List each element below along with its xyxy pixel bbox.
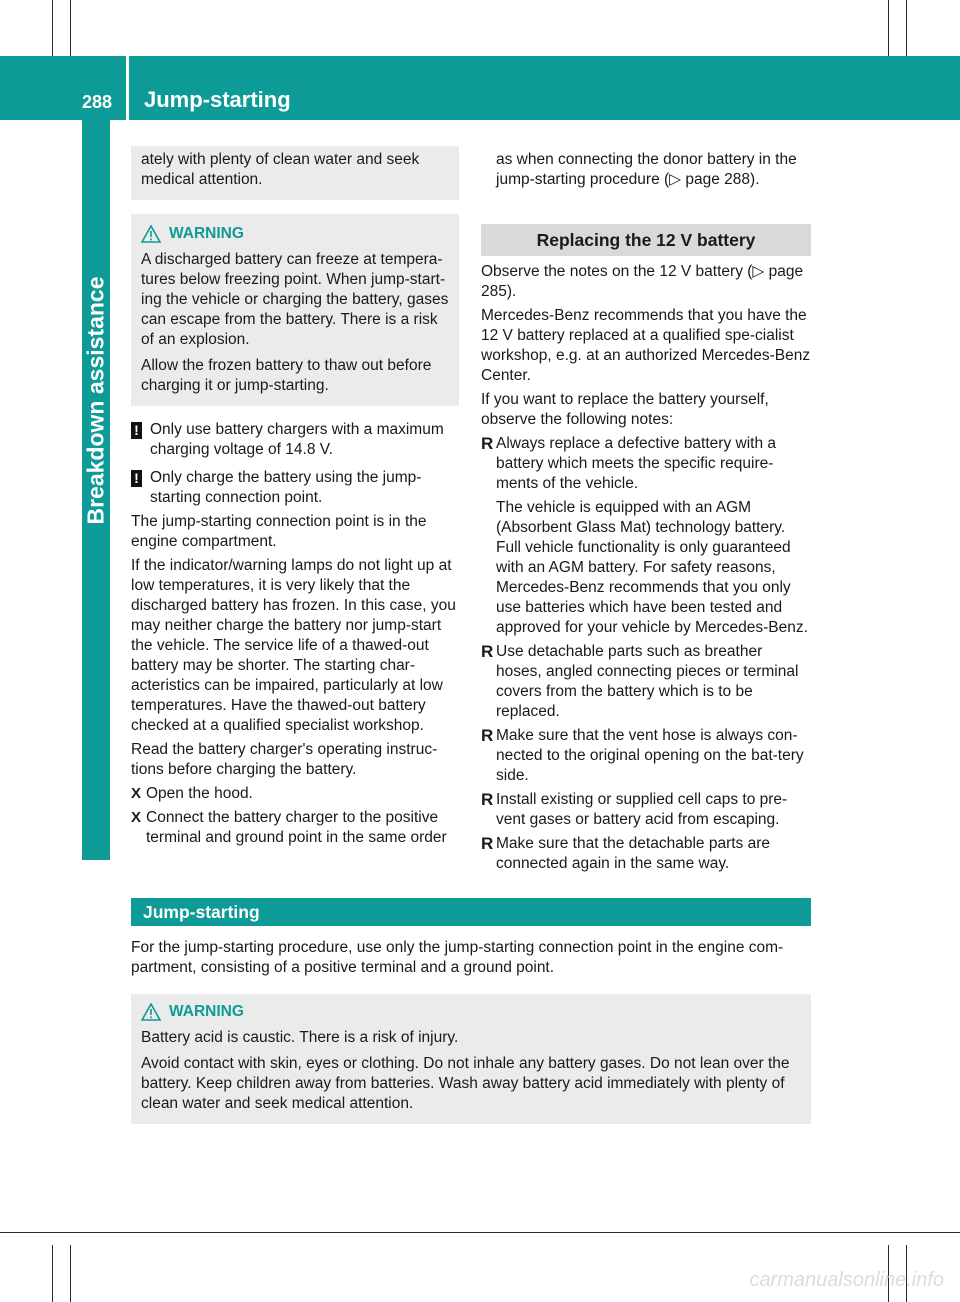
list-item <box>481 834 811 874</box>
step <box>131 784 459 804</box>
watermark: carmanualsonline.info <box>749 1269 944 1291</box>
list-item <box>481 434 811 638</box>
paragraph: If you want to replace the battery yourself, observe the following notes: <box>481 391 769 428</box>
paragraph: Read the battery charger's operating instruc-tions before charging the battery. <box>131 741 438 778</box>
jump-starting-section <box>131 898 811 1124</box>
paragraph: Mercedes-Benz recommends that you have the 12 V battery replaced at a qualified spe-cialist workshop, e.g. at an authorized Mercedes-Benz Center. <box>481 307 811 384</box>
step-text: Open the hood. <box>146 785 253 802</box>
warning-box <box>131 994 811 1124</box>
list-item-subtext: The vehicle is equipped with an AGM (Absorbent Glass Mat) technology battery. Full vehicle functionality is only guaranteed with an AGM battery. For safety reasons, Mercedes-Benz recommends that you only use batteries which have been tested and approved for your vehicle by Mercedes-Benz. <box>496 499 808 636</box>
step-text: Connect the battery charger to the positive terminal and ground point in the same order <box>146 809 447 846</box>
side-tab-label-wrap <box>82 120 110 680</box>
step-continuation: as when connecting the donor battery in the jump-starting procedure (▷ page 288). <box>496 151 797 188</box>
list-item <box>481 642 811 722</box>
warning-triangle-icon <box>141 1003 161 1021</box>
crop-mark <box>906 0 907 60</box>
step-arrow-icon: X <box>131 809 142 826</box>
section-title: Jump-starting <box>143 902 260 922</box>
warning-text: Allow the frozen battery to thaw out before charging it or jump-starting. <box>141 357 432 394</box>
warning-box-continuation <box>131 146 459 200</box>
paragraph: For the jump-starting procedure, use only the jump-starting connection point in the engine com-partment, consisting of a positive terminal and a ground point. <box>131 939 784 976</box>
page-number: 288 <box>82 92 113 112</box>
bullet-icon: R <box>481 790 494 809</box>
paragraph: If the indicator/warning lamps do not light up at low temperatures, it is very likely that the discharged battery has frozen. In this case, you may neither charge the battery nor jump-start the vehicle. The service life of a thawed-out battery may be shorter. The starting char-acteristics can be impaired, particularly at low temperatures. Have the thawed-out battery checked at a qualified specialist workshop. <box>131 557 456 734</box>
crop-mark <box>70 1245 71 1302</box>
list-item-text: Make sure that the detachable parts are connected again in the same way. <box>496 835 770 872</box>
warning-triangle-icon <box>141 225 161 243</box>
list-item-text: Always replace a defective battery with a battery which meets the specific require-ments of the vehicle. <box>496 435 776 492</box>
right-column <box>481 150 811 874</box>
bullet-icon: R <box>481 434 494 453</box>
warning-text: Battery acid is caustic. There is a risk of injury. <box>141 1029 459 1046</box>
note-text: Only use battery chargers with a maximum charging voltage of 14.8 V. <box>150 421 444 458</box>
warning-box <box>131 214 459 406</box>
list-item-text: Use detachable parts such as breather hoses, angled connecting pieces or terminal covers from the battery which is to be replaced. <box>496 643 799 720</box>
warning-text: A discharged battery can freeze at tempera-tures below freezing point. When jump-start-ing the vehicle or charging the battery, gases can escape from the battery. There is a risk of an explosion. <box>141 251 449 348</box>
crop-mark <box>52 1245 53 1302</box>
bullet-icon: R <box>481 834 494 853</box>
crop-mark <box>0 1232 960 1233</box>
warning-text: Avoid contact with skin, eyes or clothing. Do not inhale any battery gases. Do not lean over the battery. Keep children away from batteries. Wash away battery acid immediately with plenty of clean water and seek medical attention. <box>141 1055 790 1112</box>
section-heading <box>481 224 811 256</box>
note <box>131 468 459 508</box>
warning-continuation-text: ately with plenty of clean water and seek medical attention. <box>141 151 420 188</box>
paragraph: Observe the notes on the 12 V battery (▷ page 285). <box>481 263 804 300</box>
header-separator <box>126 56 129 120</box>
crop-mark <box>888 0 889 60</box>
list-item-text: Install existing or supplied cell caps to pre-vent gases or battery acid from escaping. <box>496 791 788 828</box>
warning-heading <box>141 1002 801 1022</box>
crop-mark <box>70 0 71 60</box>
bullet-icon: R <box>481 726 494 745</box>
section-title: Replacing the 12 V battery <box>536 230 756 250</box>
note-text: Only charge the battery using the jump-starting connection point. <box>150 469 422 506</box>
list-item-text: Make sure that the vent hose is always con-nected to the original opening on the bat-tery side. <box>496 727 804 784</box>
section-heading <box>131 898 811 926</box>
exclamation-icon: ! <box>131 470 142 487</box>
page-title: Jump-starting <box>144 87 291 112</box>
list-item <box>481 790 811 830</box>
bullet-icon: R <box>481 642 494 661</box>
step <box>131 808 459 848</box>
crop-mark <box>52 0 53 60</box>
note <box>131 420 459 460</box>
exclamation-icon: ! <box>131 422 142 439</box>
paragraph: The jump-starting connection point is in the engine compartment. <box>131 513 427 550</box>
step-arrow-icon: X <box>131 785 142 802</box>
left-column <box>131 150 459 848</box>
warning-label: WARNING <box>169 225 244 242</box>
side-tab-label: Breakdown assistance <box>82 275 109 525</box>
warning-label: WARNING <box>169 1003 244 1020</box>
warning-heading <box>141 224 449 244</box>
list-item <box>481 726 811 786</box>
